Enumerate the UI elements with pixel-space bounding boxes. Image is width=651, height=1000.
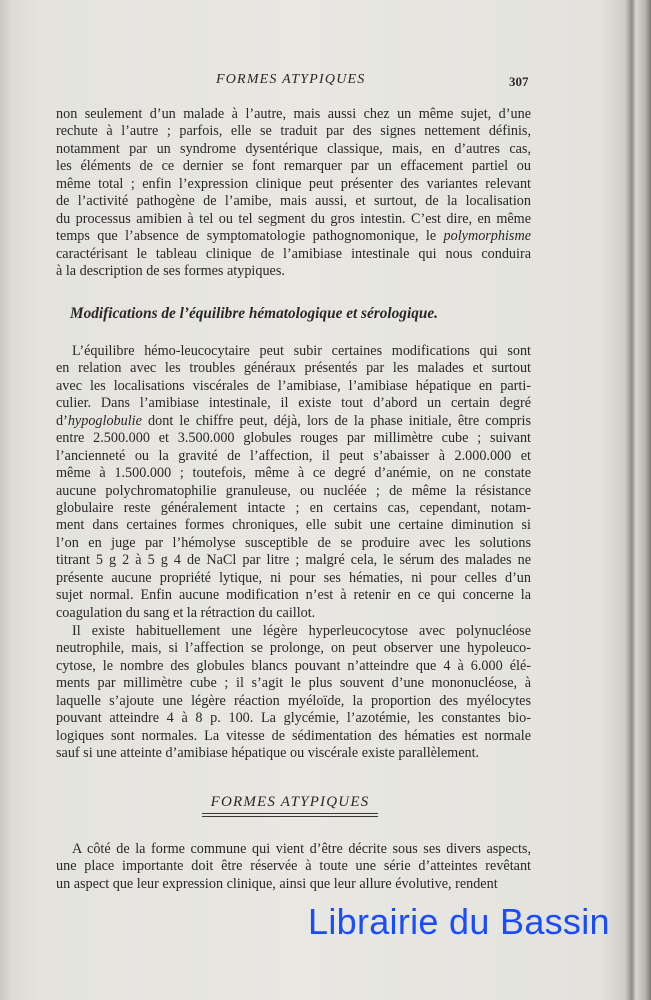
text-line: même total ; enfin l’expression clinique peut présenter des variantes relevant [56,175,531,192]
page-gutter [0,0,12,1000]
watermark-logo: Librairie du Bassin [308,901,610,942]
paragraph-2 [56,343,531,622]
text-line: logiques sont normales. La vitesse de sédimentation des hématies est normale [56,727,531,744]
text-line: présente aucune propriété lytique, ni pour ses hématies, ni pour celles d’un [56,569,531,586]
text-line: même à 1.500.000 ; toutefois, même à ce degré d’anémie, on ne constate [56,465,531,482]
text-line: L’équilibre hémo-leucocytaire peut subir certaines modifications qui sont [72,343,531,359]
running-title: FORMES ATYPIQUES [216,72,366,87]
text-line: laquelle s’ajoute une légère réaction myéloïde, la proportion des myélocytes [56,692,531,709]
text-line: caractérisant le tableau clinique de l’amibiase intestinale qui nous conduira [56,245,531,262]
text-line: globulaire reste généralement intacte ; en certains cas, cependant, notam- [56,499,531,516]
paragraph-3 [56,623,531,763]
text-line: rechute à l’autre ; parfois, elle se traduit par des signes nettement définis, [56,123,531,140]
text-line: d’hypoglobulie dont le chiffre peut, déjà, lors de la phase initiale, être compris [56,412,531,429]
text-line: ment dans certaines formes chroniques, elle subit une certaine diminution si [56,517,531,534]
text-line: un aspect que leur expression clinique, ainsi que leur allure évolutive, rendent [56,875,498,892]
page-number: 307 [509,74,529,89]
text-line: notamment par un syndrome dysentérique classique, mais, en d’autres cas, [56,140,531,157]
text-line: avec les localisations viscérales de l’amibiase, l’amibiase hépatique en parti- [56,377,531,394]
paragraph-4 [56,841,531,893]
text-line: titrant 5 g 2 à 5 g 4 de NaCl par litre ; malgré cela, le sérum des malades ne [56,552,531,569]
text-line: pouvant atteindre 4 à 8 p. 100. La glycémie, l’azotémie, les constantes bio- [56,710,531,727]
text-line: Il existe habituellement une légère hyperleucocytose avec polynucléose [72,623,531,639]
text-line: sujet normal. Enfin aucune modification n’est à retenir en ce qui concerne la [56,587,531,604]
text-line: non seulement d’un malade à l’autre, mais aussi chez un même sujet, d’une [56,106,531,122]
text-line: sauf si une atteinte d’amibiase hépatique ou viscérale existe parallèlement. [56,745,480,762]
text-line: culier. Dans l’amibiase intestinale, il existe tout d’abord un certain degré [56,395,531,412]
text-line: aucune polychromatophilie granuleuse, ou nucléée ; de même la résistance [56,482,531,499]
text-line: coagulation du sang et la rétraction du caillot. [56,604,316,621]
text-line: temps que l’absence de symptomatologie pathognomonique, le polymorphisme [56,228,531,245]
text-line: A côté de la forme commune qui vient d’être décrite sous ses divers aspects, [72,841,531,857]
paragraph-1 [56,106,531,280]
chapter-heading: FORMES ATYPIQUES [210,794,370,810]
text-line: les éléments de ce dernier se font remarquer par un effacement partiel ou [56,158,531,175]
heading-double-rule [202,813,378,817]
text-line: à la description de ses formes atypiques. [56,262,285,279]
text-line: cytose, le nombre des globules blancs pouvant n’atteindre que 4 à 6.000 élé- [56,657,531,674]
section-heading: Modifications de l’équilibre hématologique et sérologique. [70,305,438,322]
text-line: de l’activité pathogène de l’amibe, mais aussi, et surtout, de la localisation [56,193,531,210]
text-line: une place importante doit être réservée à toute une série d’atteintes revêtant [56,858,531,875]
text-line: ments par millimètre cube ; il s’agit le plus souvent d’une mononucléose, à [56,675,531,692]
text-line: neutrophile, mais, si l’affection se prolonge, on peut observer une hypoleuco- [56,640,531,657]
text-line: du processus amibien à tel ou tel segment du gros intestin. C’est dire, en même [56,210,531,227]
text-line: en relation avec les troubles généraux présentés par les malades et surtout [56,360,531,377]
text-line: l’on en juge par l’hémolyse susceptible de se produire avec les solutions [56,534,531,551]
chapter-heading-block [202,794,378,817]
text-line: l’ancienneté ou la gravité de l’affection, il peut s’abaisser à 2.000.000 et [56,447,531,464]
text-line: entre 2.500.000 et 3.500.000 globules rouges par millimètre cube ; suivant [56,430,531,447]
